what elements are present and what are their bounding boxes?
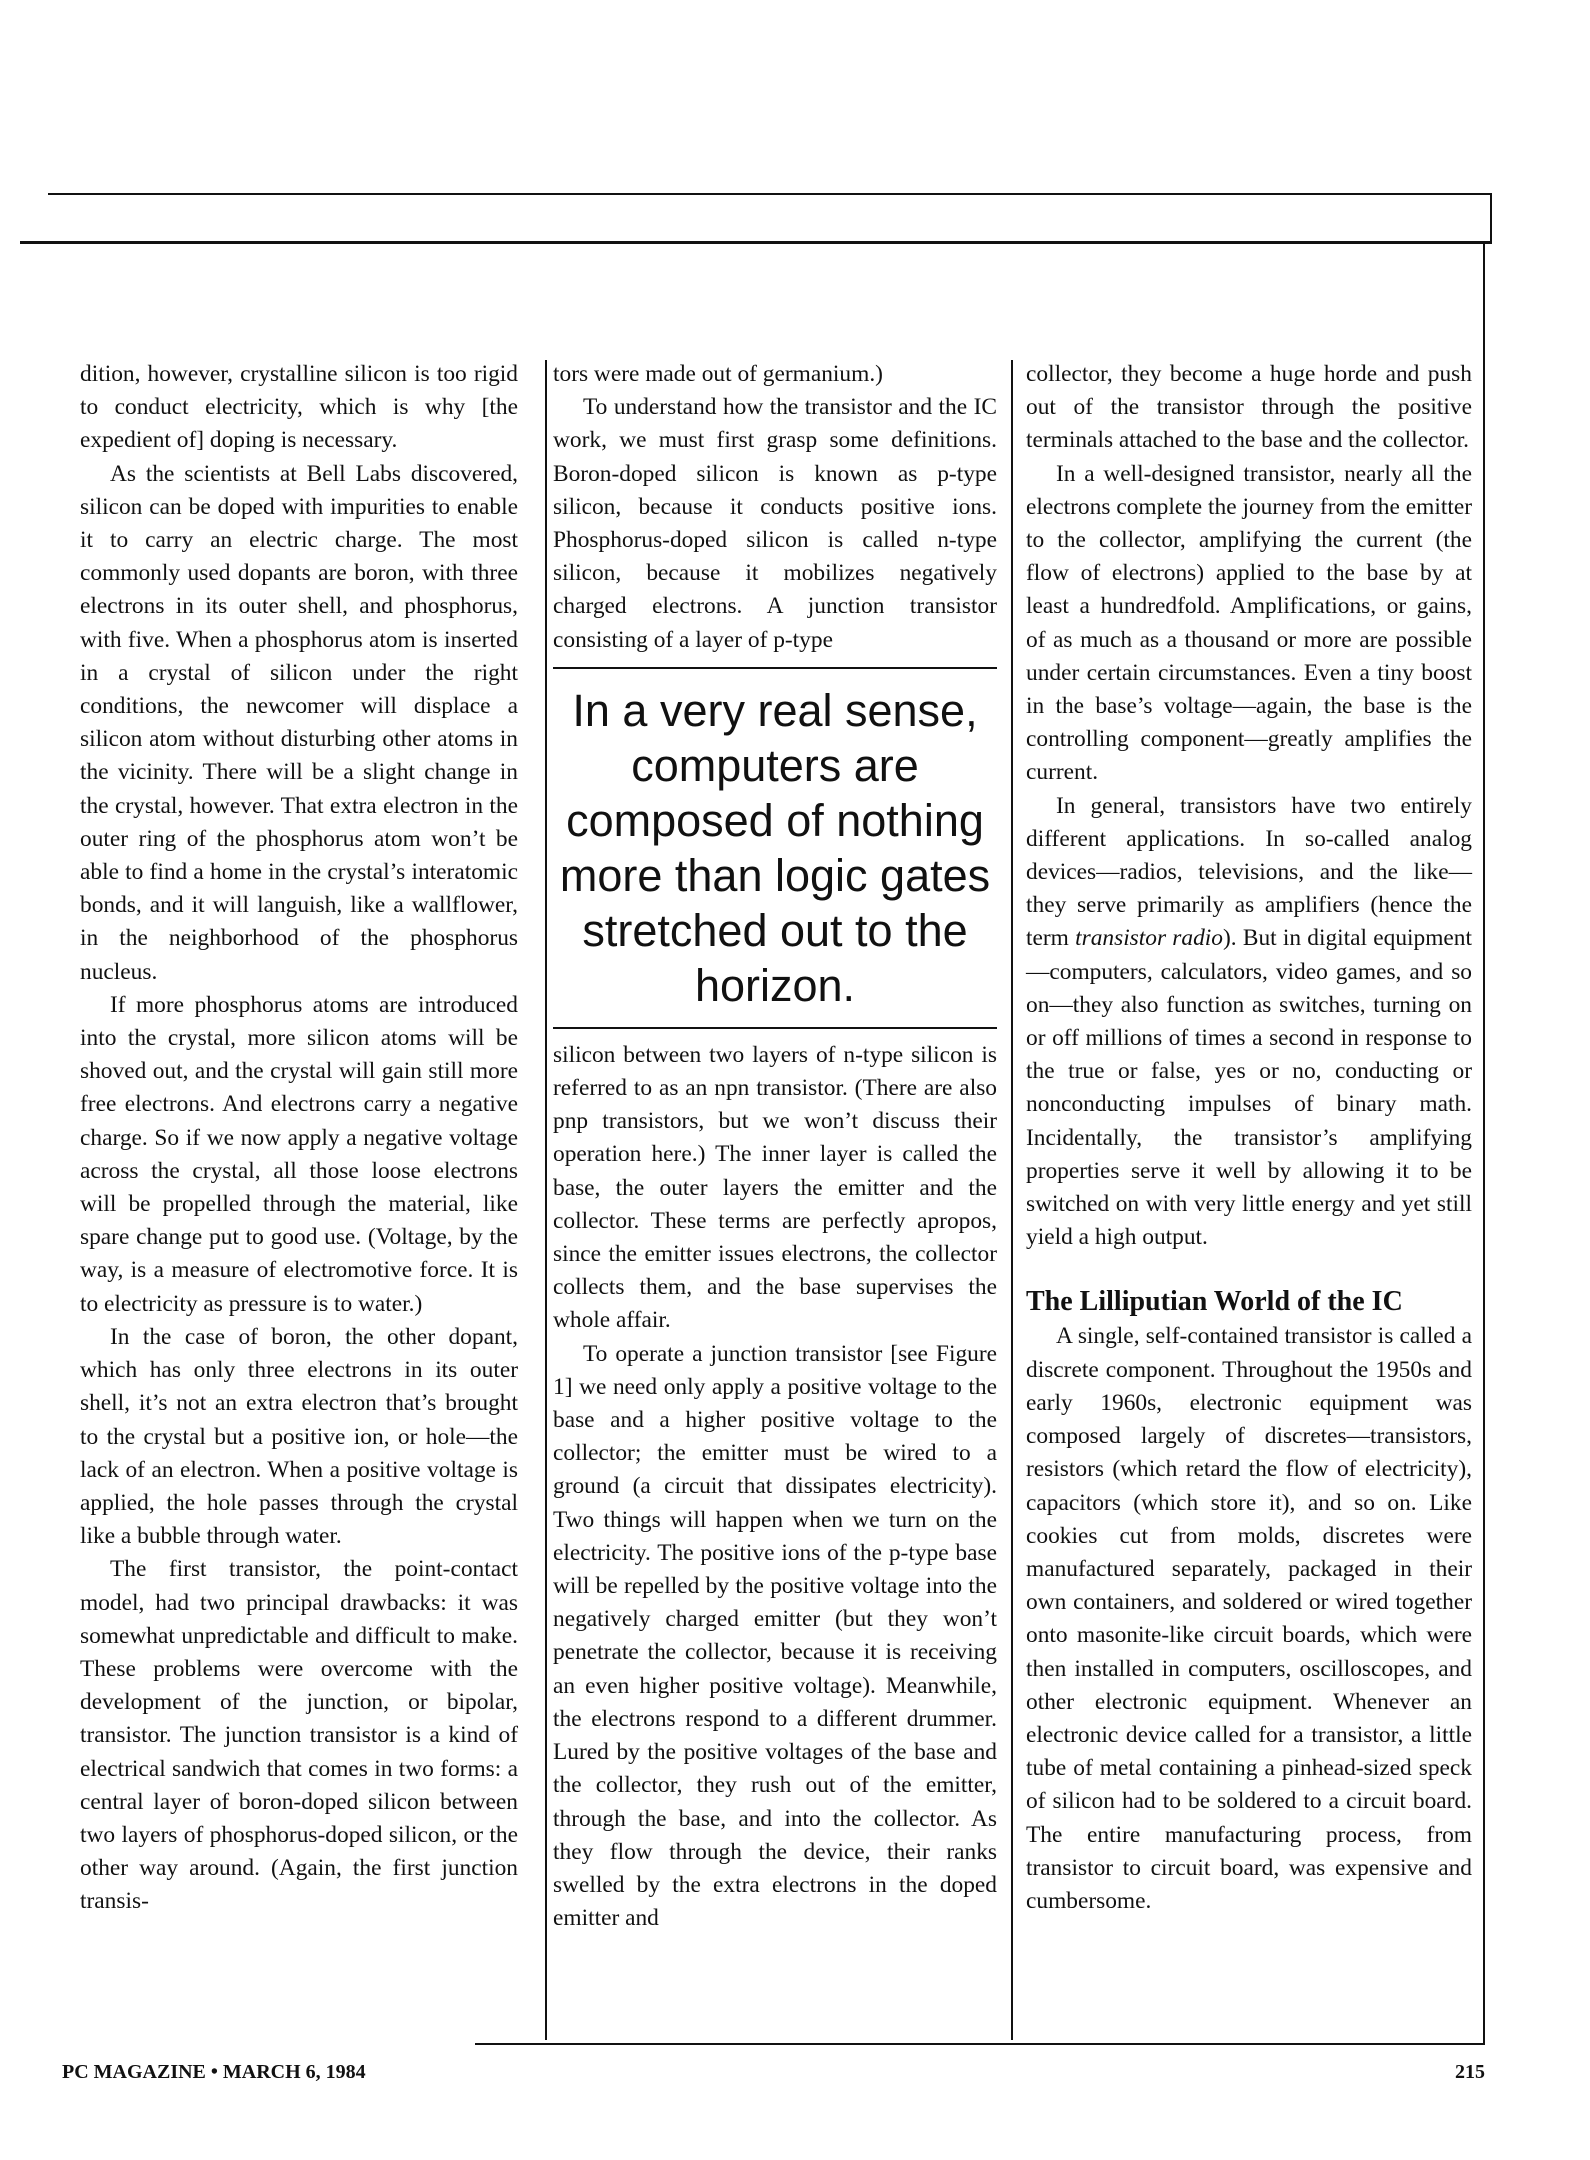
header-right-rule: [1490, 193, 1492, 243]
paragraph: In the case of boron, the other dopant, which has only three electrons in its outer shell, it’s not an extra electron that’s brought to the crystal but a positive ion, or hole—the lack of an electron. When a positive voltage is applied, the hole passes through the crystal like a bubble through water.: [80, 1323, 518, 1550]
page-right-rule: [1483, 243, 1485, 2043]
paragraph: [1026, 790, 1472, 1255]
column-divider-left: [545, 360, 547, 2040]
article-column-1: [80, 358, 518, 1919]
paragraph-text: ). But in digital equipment—computers, calculators, video games, and so on—they also function as switches, turning on or off millions of times a second in response to the true or false, yes or no, conducting or nonconducting impulses of binary math. Incidentally, the transistor’s amplifying properties serve it well by allowing it to be switched on with very little energy and yet still yield a high output.: [1026, 925, 1472, 1251]
page-number: 215: [1455, 2061, 1485, 2083]
paragraph: To operate a junction transistor [see Figure 1] we need only apply a positive voltage to the base and a higher positive voltage to the collector; the emitter must be wired to a ground (a circuit that dissipates electricity). Two things will happen when we turn on the electricity. The positive ions of the p-type base will be repelled by the positive voltage into the negatively charged emitter (but they won’t penetrate the collector, because it is receiving an even higher positive voltage). Meanwhile, the electrons respond to a different drummer. Lured by the positive voltages of the base and the collector, they rush out of the emitter, through the base, and into the collector. As they flow through the device, their ranks swelled by the extra electrons in the doped emitter and: [553, 1340, 997, 1932]
footer-rule: [475, 2043, 1485, 2045]
article-column-2: [553, 358, 997, 1935]
header-bottom-rule: [20, 241, 1492, 244]
paragraph: As the scientists at Bell Labs discovered, silicon can be doped with impurities to enable it to carry an electric charge. The most commonly used dopants are boron, with three electrons in its outer shell, and phosphorus, with five. When a phosphorus atom is inserted in a crystal of silicon under the right conditions, the newcomer will displace a silicon atom without disturbing other atoms in the vicinity. There will be a slight change in the crystal, however. That extra electron in the outer ring of the phosphorus atom won’t be able to find a home in the crystal’s interatomic bonds, and it will languish, like a wallflower, in the neighborhood of the phosphorus nucleus.: [80, 460, 518, 985]
article-column-3: [1026, 358, 1472, 1918]
paragraph: collector, they become a huge horde and push out of the transistor through the positive terminals attached to the base and the collector.: [1026, 361, 1472, 454]
section-heading: The Lilliputian World of the IC: [1026, 1286, 1403, 1318]
paragraph: To understand how the transistor and the IC work, we must first grasp some definitions. Boron-doped silicon is known as p-type silicon, because it conducts positive ions. Phosphorus-doped silicon is called n-type silicon, because it mobilizes negatively charged electrons. A junction transistor consisting of a layer of p-type: [553, 394, 997, 653]
footer-publication: PC MAGAZINE • MARCH 6, 1984: [62, 2061, 366, 2083]
paragraph: The first transistor, the point-contact model, had two principal drawbacks: it was somewhat unpredictable and difficult to make. These problems were overcome with the development of the junction, or bipolar, transistor. The junction transistor is a kind of electrical sandwich that comes in two forms: a central layer of boron-doped silicon between two layers of phosphorus-doped silicon, or the other way around. (Again, the first junction transis-: [80, 1556, 518, 1915]
pull-quote: In a very real sense, computers are composed of nothing more than logic gates stretched out to the horizon.: [553, 667, 997, 1029]
paragraph: dition, however, crystalline silicon is too rigid to conduct electricity, which is why [the expedient of] doping is necessary.: [80, 361, 518, 454]
paragraph: In a well-designed transistor, nearly all the electrons complete the journey from the emitter to the collector, amplifying the current (the flow of electrons) applied to the base by at least a hundredfold. Amplifications, or gains, of as much as a thousand or more are possible under certain circumstances. Even a tiny boost in the base’s voltage—again, the base is the controlling component—greatly amplifies the current.: [1026, 460, 1472, 786]
paragraph: tors were made out of germanium.): [553, 361, 883, 387]
paragraph: If more phosphorus atoms are introduced into the crystal, more silicon atoms will be shoved out, and the crystal will gain still more free electrons. And electrons carry a negative charge. So if we now apply a negative voltage across the crystal, all those loose electrons will be propelled through the material, like spare change put to good use. (Voltage, by the way, is a measure of electromotive force. It is to electricity as pressure is to water.): [80, 991, 518, 1317]
paragraph-text: In general, transistors have two entirely different applications. In so-called analog devices—radios, televisions, and the like—they serve primarily as amplifiers (hence the term: [1026, 792, 1472, 952]
paragraph: A single, self-contained transistor is called a discrete component. Throughout the 1950s and early 1960s, electronic equipment was composed largely of discretes—transistors, resistors (which retard the flow of electricity), capacitors (which store it), and so on. Like cookies cut from molds, discretes were manufactured separately, packaged in their own containers, and soldered or wired together onto masonite-like circuit boards, which were then installed in computers, oscilloscopes, and other electronic equipment. Whenever an electronic device called for a transistor, a little tube of metal containing a pinhead-sized speck of silicon had to be soldered to a circuit board. The entire manufacturing process, from transistor to circuit board, was expensive and cumbersome.: [1026, 1323, 1472, 1914]
italic-term: transistor radio: [1075, 925, 1223, 952]
column-divider-right: [1011, 360, 1013, 2040]
header-top-rule: [48, 193, 1492, 195]
paragraph: silicon between two layers of n-type silicon is referred to as an npn transistor. (There are also pnp transistors, but we won’t discuss their operation here.) The inner layer is called the base, the outer layers the emitter and the collector. These terms are perfectly apropos, since the emitter issues electrons, the collector collects them, and the base supervises the whole affair.: [553, 1041, 997, 1334]
